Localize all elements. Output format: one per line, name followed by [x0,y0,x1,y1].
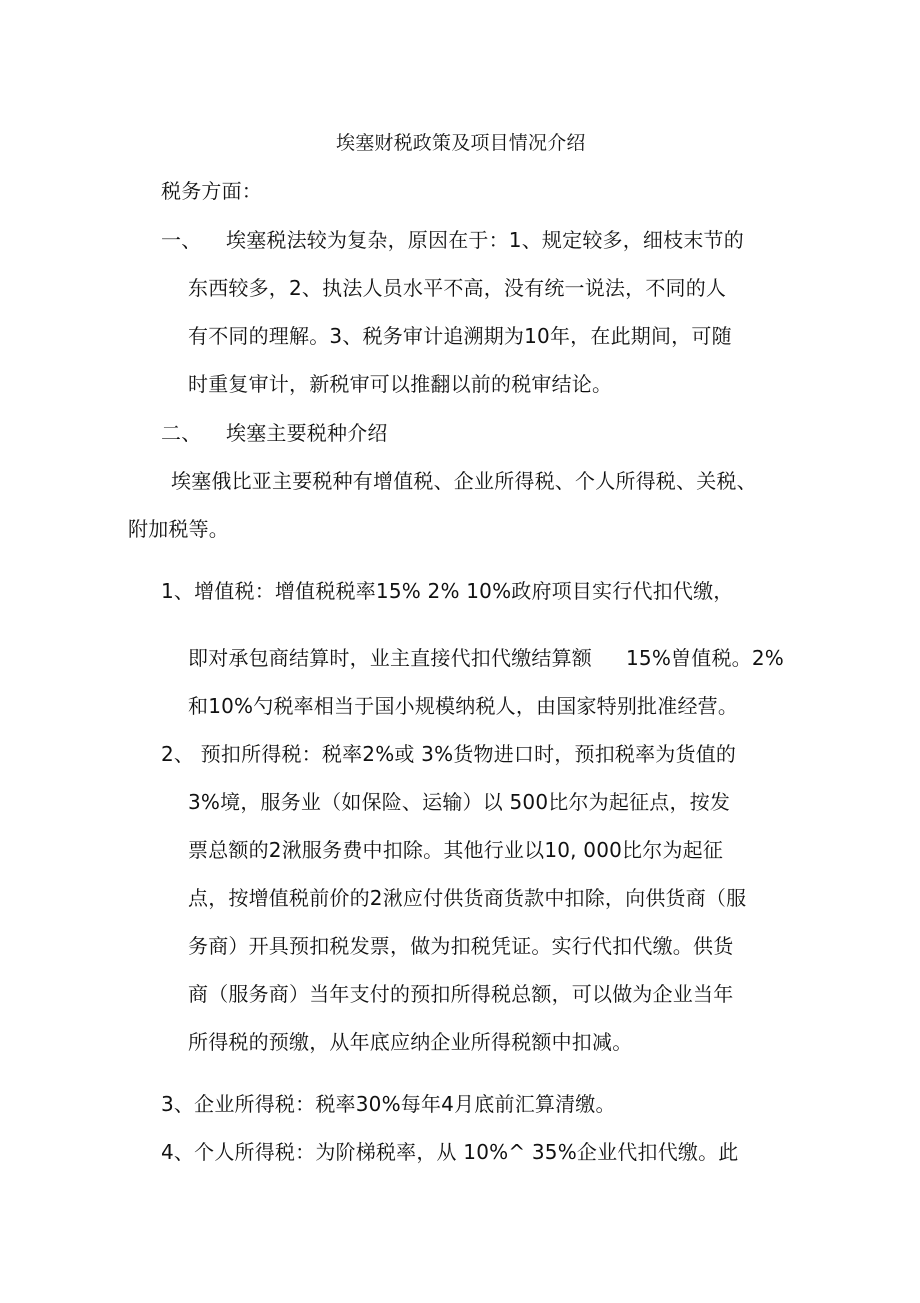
item2-heading: 埃塞主要税种介绍 [226,421,388,445]
withholding-line: 3%境，服务业（如保险、运输）以 500比尔为起征点，按发 [188,790,731,814]
item1-line: 东西较多，2、执法人员水平不高，没有统一说法，不同的人 [188,276,727,300]
intro-line: 附加税等。 [128,517,229,541]
withholding-line: 商（服务商）当年支付的预扣所得税总额，可以做为企业当年 [188,982,734,1006]
item1-line: 埃塞税法较为复杂，原因在于：1、规定较多，细枝末节的 [226,228,744,252]
item1-number: 一、 [161,228,202,252]
item2-number: 二、 [161,421,202,445]
corporate-tax-line: 3、企业所得税：税率30%每年4月底前汇算清缴。 [161,1092,616,1116]
vat-line: 和10%勺税率相当于国小规模纳税人，由国家特别批准经营。 [188,694,739,718]
document-title: 埃塞财税政策及项目情况介绍 [336,132,586,154]
withholding-line: 2、 预扣所得税：税率2%或 3%货物进口时，预扣税率为货值的 [161,742,737,766]
item1-line: 时重复审计，新税审可以推翻以前的税审结论。 [188,372,613,396]
vat-line: 15%曽值税。2% [626,646,784,670]
withholding-line: 所得税的预缴，从年底应纳企业所得税额中扣减。 [188,1030,633,1054]
personal-tax-line: 4、个人所得税：为阶梯税率，从 10%^ 35%企业代扣代缴。此 [161,1140,739,1164]
section-heading: 税务方面： [161,179,262,203]
item1-line: 有不同的理解。3、税务审计追溯期为10年，在此期间，可随 [188,324,732,348]
withholding-line: 点，按增值税前价的2湫应付供货商货款中扣除，向供货商（服 [188,886,747,910]
withholding-line: 务商）开具预扣税发票，做为扣税凭证。实行代扣代缴。供货 [188,934,734,958]
vat-line: 即对承包商结算时，业主直接代扣代缴结算额 [188,646,592,670]
intro-line: 埃塞俄比亚主要税种有增值税、企业所得税、个人所得税、关税、 [171,469,757,493]
withholding-line: 票总额的2湫服务费中扣除。其他行业以10, 000比尔为起征 [188,838,724,862]
vat-line: 1、增值税：增值税税率15% 2% 10%政府项目实行代扣代缴， [161,579,734,603]
